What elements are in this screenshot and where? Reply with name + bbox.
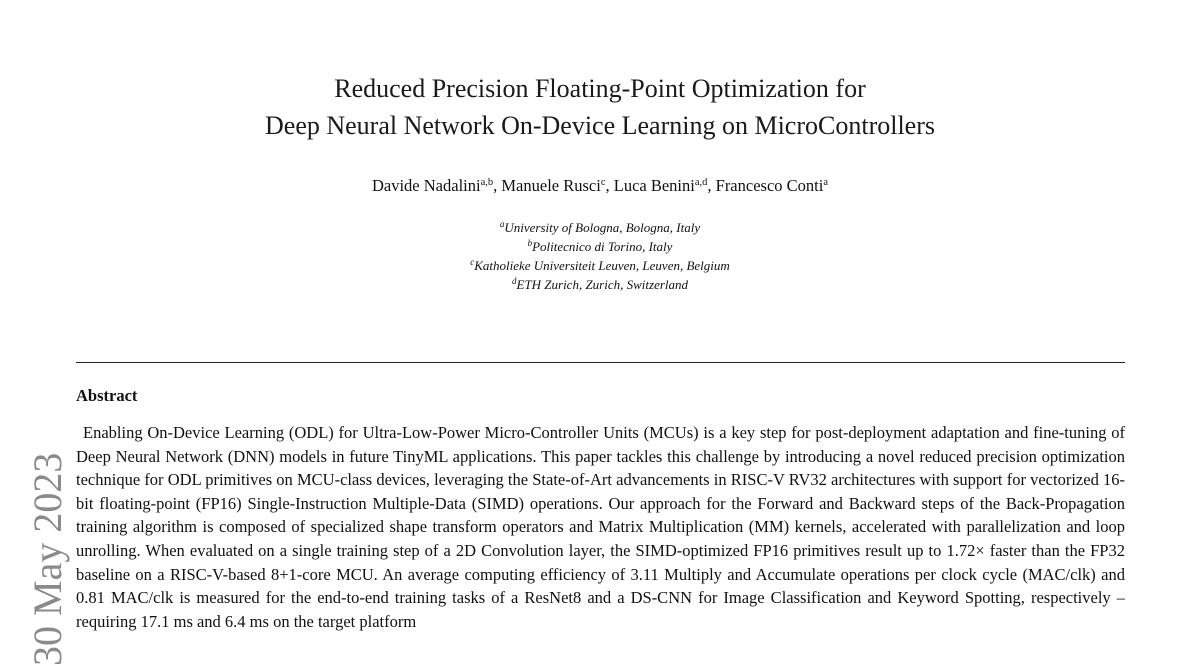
title-line-1: Reduced Precision Floating-Point Optimization for (334, 74, 866, 103)
affiliation-mark: d (511, 276, 517, 286)
paper-title (0, 70, 1200, 144)
author-list (0, 175, 1200, 197)
affiliation-mark: c (470, 257, 475, 267)
author: Francesco Conti$^a$ (715, 176, 828, 195)
arxiv-side-stamp (25, 404, 70, 666)
abstract-body: Enabling On-Device Learning (ODL) for Ultra-Low-Power Micro-Controller Units (MCUs) is a key step for post-deployment adaptation and fine-tuning of Deep Neural Network (DNN) models in future TinyML applications. This paper tackles this challenge by introducing a novel reduced precision optimization technique for ODL primitives on MCU-class devices, leveraging the State-of-Art advancements in RISC-V RV32 architectures with support for vectorized 16-bit floating-point (FP16) Single-Instruction Multiple-Data (SIMD) operations. Our approach for the Forward and Backward steps of the Back-Propagation training algorithm is composed of specialized shape transform operators and Matrix Multiplication (MM) kernels, accelerated with parallelization and loop unrolling. When evaluated on a single training step of a 2D Convolution layer, the SIMD-optimized FP16 primitives result up to 1.72× faster than the FP32 baseline on a RISC-V-based 8+1-core MCU. An average computing efficiency of 3.11 Multiply and Accumulate operations per clock cycle (MAC/clk) and 0.81 MAC/clk is measured for the end-to-end training tasks of a ResNet8 and a DS-CNN for Image Classification and Keyword Spotting, respectively – requiring 17.1 ms and 6.4 ms on the target platform (76, 423, 1125, 631)
author: Davide Nadalini$^{a,b}$, (371, 176, 502, 195)
affiliation-marker: a,b (480, 177, 494, 188)
affiliation-mark: b (527, 238, 533, 248)
affiliation: $^a$University of Bologna, Bologna, Italy (499, 219, 701, 235)
affiliation: $^d$ETH Zurich, Zurich, Switzerland (511, 276, 689, 292)
affiliation-mark: a (499, 219, 505, 229)
author: Luca Benini$^{a,d}$, (613, 176, 716, 195)
affiliation-marker: c (600, 177, 606, 188)
title-line-2: Deep Neural Network On-Device Learning on MicroControllers (265, 111, 935, 140)
section-divider (76, 362, 1125, 363)
affiliation: $^c$Katholieke Universiteit Leuven, Leuven, Belgium (470, 257, 730, 273)
author: Manuele Rusci$^c$, (501, 176, 614, 195)
affiliation-list (0, 218, 1200, 294)
affiliation: $^b$Politecnico di Torino, Italy (527, 238, 673, 254)
affiliation-marker: a (823, 177, 828, 188)
affiliation-marker: a,d (694, 177, 708, 188)
arxiv-date: 30 May 2023 (25, 452, 70, 666)
abstract-heading: Abstract (76, 386, 138, 405)
